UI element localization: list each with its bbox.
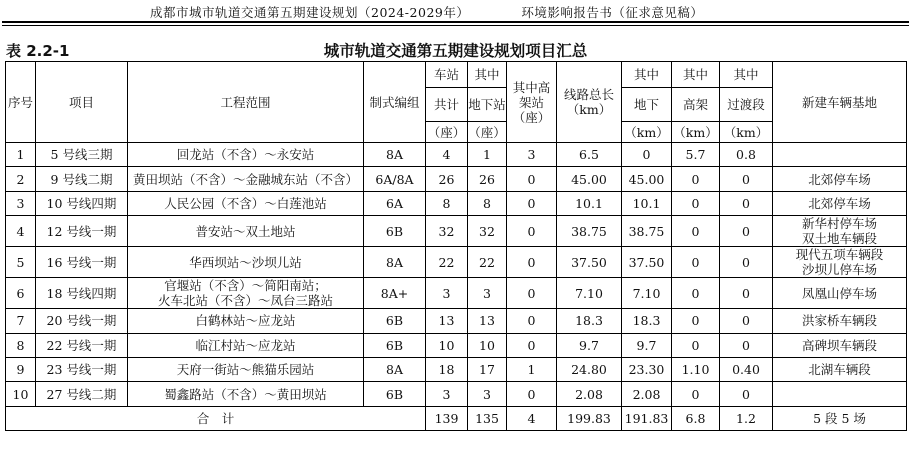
cell-format: 6B	[364, 309, 426, 333]
cell-seq: 2	[6, 167, 36, 191]
cell-length: 38.75	[557, 216, 622, 247]
table-number: 表 2.2-1	[6, 42, 70, 60]
depot-line: 双土地车辆段	[801, 231, 877, 247]
cell-depot: 凤凰山停车场	[773, 278, 907, 309]
cell-project: 27 号线二期	[36, 382, 128, 406]
cell-elevated: 1	[507, 357, 557, 381]
header-elevated: 其中高架站（座）	[507, 62, 557, 143]
cell-length: 37.50	[557, 247, 622, 278]
cell-underground: 13	[468, 309, 507, 333]
depot-line: 新华村停车场	[801, 216, 877, 232]
cell-project: 18 号线四期	[36, 278, 128, 309]
cell-format: 8A	[364, 143, 426, 167]
table-row	[6, 216, 907, 247]
cell-project: 12 号线一期	[36, 216, 128, 247]
header-len-elev-unit: （km）	[672, 122, 720, 143]
cell-seq: 6	[6, 278, 36, 309]
cell-underground: 10	[468, 333, 507, 357]
cell-underground: 3	[468, 382, 507, 406]
cell-elevated: 0	[507, 167, 557, 191]
header-stations-unit: （座）	[426, 122, 468, 143]
header-project: 项目	[36, 62, 128, 143]
cell-depot	[773, 247, 907, 278]
cell-elevated: 0	[507, 278, 557, 309]
cell-elevated: 0	[507, 333, 557, 357]
header-underground-label: 地下站	[468, 88, 507, 122]
cell-len-elev: 0	[672, 309, 720, 333]
scope-line: 官堰站（不含）～简阳南站；	[164, 278, 327, 294]
cell-len-trans: 0	[720, 216, 773, 247]
cell-scope: 临江村站～应龙站	[128, 333, 364, 357]
cell-scope: 人民公园（不含）～白莲池站	[128, 191, 364, 215]
cell-underground: 32	[468, 216, 507, 247]
cell-project: 9 号线二期	[36, 167, 128, 191]
cell-length: 2.08	[557, 382, 622, 406]
cell-scope: 华西坝站～沙坝儿站	[128, 247, 364, 278]
cell-underground: 22	[468, 247, 507, 278]
table-row	[6, 143, 907, 167]
total-row	[6, 406, 907, 430]
cell-len-trans: 0	[720, 309, 773, 333]
header-rule-thin	[2, 25, 909, 26]
cell-len-elev: 0	[672, 333, 720, 357]
cell-len-elev: 0	[672, 167, 720, 191]
cell-length: 6.5	[557, 143, 622, 167]
cell-underground: 8	[468, 191, 507, 215]
cell-length: 18.3	[557, 309, 622, 333]
total-label: 合 计	[6, 406, 426, 430]
cell-len-trans: 0	[720, 382, 773, 406]
header-rule-thick	[2, 21, 909, 23]
header-scope: 工程范围	[128, 62, 364, 143]
table-row	[6, 382, 907, 406]
header-len-under-top: 其中	[622, 62, 672, 88]
cell-format: 6B	[364, 333, 426, 357]
cell-len-elev: 0	[672, 278, 720, 309]
cell-depot	[773, 216, 907, 247]
cell-len-elev: 5.7	[672, 143, 720, 167]
cell-seq: 8	[6, 333, 36, 357]
table-row	[6, 247, 907, 278]
cell-scope: 天府一街站～熊猫乐园站	[128, 357, 364, 381]
total-stations: 139	[426, 406, 468, 430]
cell-scope: 普安站～双土地站	[128, 216, 364, 247]
cell-len-elev: 1.10	[672, 357, 720, 381]
cell-depot	[773, 382, 907, 406]
cell-stations: 8	[426, 191, 468, 215]
depot-line: 现代五项车辆段	[795, 247, 884, 263]
cell-len-trans: 0	[720, 333, 773, 357]
total-length: 199.83	[557, 406, 622, 430]
cell-elevated: 0	[507, 247, 557, 278]
cell-project: 5 号线三期	[36, 143, 128, 167]
cell-depot: 洪家桥车辆段	[773, 309, 907, 333]
header-seq: 序号	[6, 62, 36, 143]
header-len-trans-label: 过渡段	[720, 88, 773, 122]
cell-format: 6B	[364, 216, 426, 247]
cell-depot: 北郊停车场	[773, 191, 907, 215]
cell-stations: 26	[426, 167, 468, 191]
cell-depot	[773, 143, 907, 167]
cell-project: 22 号线一期	[36, 333, 128, 357]
header-length: 线路总长（km）	[557, 62, 622, 143]
cell-scope	[128, 278, 364, 309]
cell-seq: 5	[6, 247, 36, 278]
cell-depot: 北郊停车场	[773, 167, 907, 191]
cell-len-trans: 0	[720, 247, 773, 278]
header-format: 制式编组	[364, 62, 426, 143]
cell-scope: 黄田坝站（不含）～金融城东站（不含）	[128, 167, 364, 191]
cell-underground: 17	[468, 357, 507, 381]
depot-line: 沙坝儿停车场	[801, 262, 877, 278]
cell-elevated: 0	[507, 382, 557, 406]
header-stations-total: 共计	[426, 88, 468, 122]
cell-scope: 蜀鑫路站（不含）～黄田坝站	[128, 382, 364, 406]
cell-len-under: 18.3	[622, 309, 672, 333]
cell-len-elev: 0	[672, 247, 720, 278]
table-row	[6, 357, 907, 381]
cell-stations: 18	[426, 357, 468, 381]
running-header-left: 成都市城市轨道交通第五期建设规划（2024-2029年）	[150, 5, 470, 20]
cell-seq: 4	[6, 216, 36, 247]
cell-len-under: 10.1	[622, 191, 672, 215]
cell-len-trans: 0	[720, 167, 773, 191]
cell-format: 6A/8A	[364, 167, 426, 191]
cell-elevated: 3	[507, 143, 557, 167]
header-len-trans-top: 其中	[720, 62, 773, 88]
table-row	[6, 333, 907, 357]
cell-elevated: 0	[507, 216, 557, 247]
total-len-under: 191.83	[622, 406, 672, 430]
header-stations-top: 车站	[426, 62, 468, 88]
cell-format: 6A	[364, 191, 426, 215]
cell-format: 8A	[364, 247, 426, 278]
running-header-right: 环境影响报告书（征求意见稿）	[521, 5, 704, 20]
cell-length: 7.10	[557, 278, 622, 309]
cell-depot: 高碑坝车辆段	[773, 333, 907, 357]
header-len-trans-unit: （km）	[720, 122, 773, 143]
cell-len-under: 38.75	[622, 216, 672, 247]
cell-stations: 4	[426, 143, 468, 167]
cell-elevated: 0	[507, 309, 557, 333]
cell-depot: 北湖车辆段	[773, 357, 907, 381]
cell-length: 45.00	[557, 167, 622, 191]
cell-project: 23 号线一期	[36, 357, 128, 381]
table-row	[6, 309, 907, 333]
cell-len-elev: 0	[672, 382, 720, 406]
total-len-elev: 6.8	[672, 406, 720, 430]
cell-length: 9.7	[557, 333, 622, 357]
scope-line: 火车北站（不含）～凤台三路站	[157, 293, 333, 309]
cell-scope: 白鹤林站～应龙站	[128, 309, 364, 333]
table-row	[6, 278, 907, 309]
cell-seq: 1	[6, 143, 36, 167]
cell-seq: 10	[6, 382, 36, 406]
cell-format: 6B	[364, 382, 426, 406]
cell-scope: 回龙站（不含）～永安站	[128, 143, 364, 167]
cell-stations: 3	[426, 278, 468, 309]
header-len-under-unit: （km）	[622, 122, 672, 143]
cell-stations: 22	[426, 247, 468, 278]
header-depot: 新建车辆基地	[773, 62, 907, 143]
cell-len-trans: 0.40	[720, 357, 773, 381]
cell-seq: 7	[6, 309, 36, 333]
table-title: 城市轨道交通第五期建设规划项目汇总	[323, 42, 588, 60]
cell-underground: 26	[468, 167, 507, 191]
cell-len-under: 23.30	[622, 357, 672, 381]
cell-underground: 1	[468, 143, 507, 167]
header-underground-top: 其中	[468, 62, 507, 88]
header-len-elev-top: 其中	[672, 62, 720, 88]
cell-format: 8A+	[364, 278, 426, 309]
cell-len-under: 0	[622, 143, 672, 167]
cell-len-elev: 0	[672, 191, 720, 215]
header-underground-unit: （座）	[468, 122, 507, 143]
total-underground: 135	[468, 406, 507, 430]
header-len-elev-label: 高架	[672, 88, 720, 122]
cell-underground: 3	[468, 278, 507, 309]
cell-len-under: 37.50	[622, 247, 672, 278]
cell-format: 8A	[364, 357, 426, 381]
cell-len-under: 7.10	[622, 278, 672, 309]
cell-len-trans: 0	[720, 278, 773, 309]
cell-len-under: 45.00	[622, 167, 672, 191]
table-row	[6, 191, 907, 215]
cell-seq: 3	[6, 191, 36, 215]
table-row	[6, 167, 907, 191]
running-header	[0, 2, 911, 22]
cell-length: 24.80	[557, 357, 622, 381]
cell-project: 10 号线四期	[36, 191, 128, 215]
cell-len-elev: 0	[672, 216, 720, 247]
total-depot: 5 段 5 场	[773, 406, 907, 430]
cell-stations: 32	[426, 216, 468, 247]
cell-len-trans: 0	[720, 191, 773, 215]
cell-stations: 13	[426, 309, 468, 333]
cell-elevated: 0	[507, 191, 557, 215]
total-elevated: 4	[507, 406, 557, 430]
cell-len-under: 2.08	[622, 382, 672, 406]
header-len-under-label: 地下	[622, 88, 672, 122]
cell-stations: 3	[426, 382, 468, 406]
total-len-trans: 1.2	[720, 406, 773, 430]
cell-project: 16 号线一期	[36, 247, 128, 278]
project-summary-table	[5, 61, 907, 431]
cell-len-trans: 0.8	[720, 143, 773, 167]
cell-project: 20 号线一期	[36, 309, 128, 333]
cell-length: 10.1	[557, 191, 622, 215]
cell-stations: 10	[426, 333, 468, 357]
cell-len-under: 9.7	[622, 333, 672, 357]
cell-seq: 9	[6, 357, 36, 381]
